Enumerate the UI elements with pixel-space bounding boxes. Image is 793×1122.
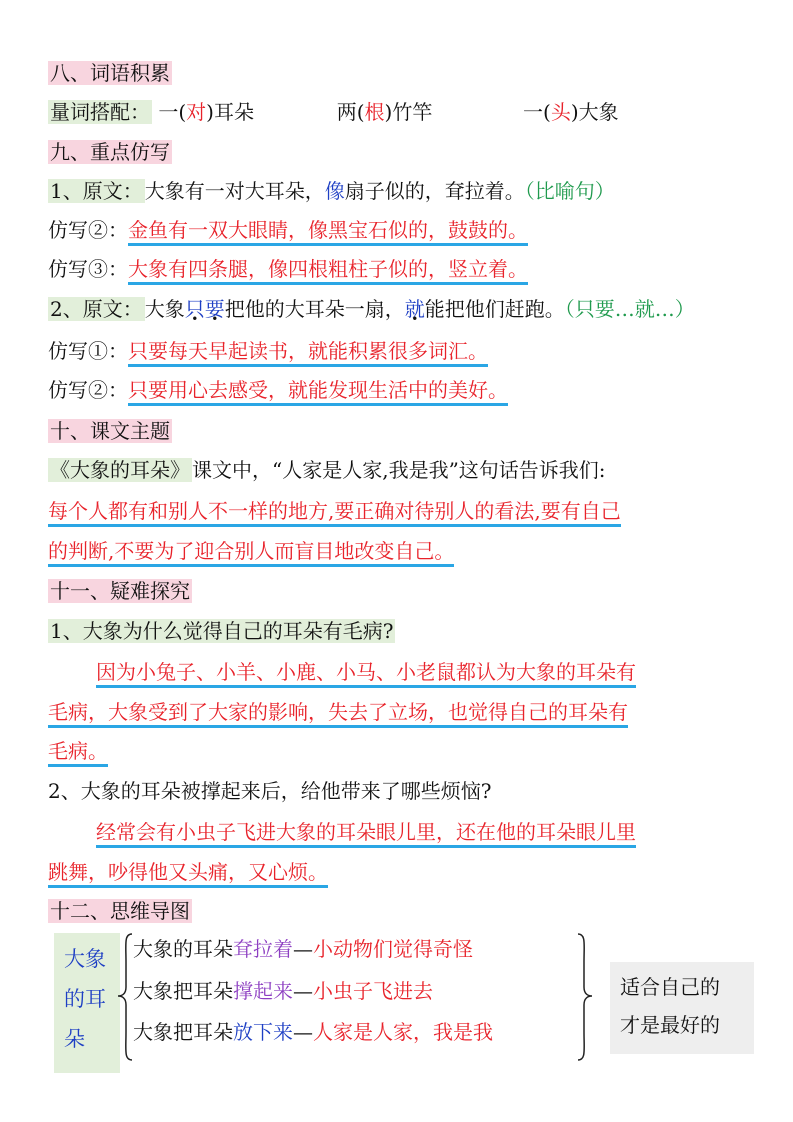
answer-2-line-1: 经常会有小虫子飞进大象的耳朵眼儿里，还在他的耳朵眼儿里 — [48, 817, 636, 847]
measure-label: 量词搭配： — [50, 100, 150, 124]
theme-answer-2: 的判断,不要为了迎合别人而盲目地改变自己。 — [48, 536, 454, 566]
pattern-note: （只要…就…） — [564, 297, 695, 321]
mind-map-center: 大象 的耳 朵 — [54, 933, 120, 1073]
question-1: 1、大象为什么觉得自己的耳朵有毛病? — [50, 619, 394, 643]
section-12-title: 十二、思维导图 — [50, 899, 190, 923]
imitation-4-text: 只要每天早起读书，就能积累很多词汇。 — [128, 339, 488, 367]
answer-2-line-2: 跳舞，吵得他又头痛，又心烦。 — [48, 857, 328, 887]
answer-1-line-3: 毛病。 — [48, 736, 108, 766]
imitation-5-text: 只要用心去感受，就能发现生活中的美好。 — [128, 378, 508, 406]
original-sentence-1: 1、原文： 大象有一对大耳朵，像扇子似的，耷拉着。（比喻句） — [50, 179, 615, 203]
question-2: 2、大象的耳朵被撑起来后，给他带来了哪些烦恼? — [48, 779, 492, 803]
section-11-title: 十一、疑难探究 — [50, 579, 190, 603]
imitation-2: 仿写②：金鱼有一双大眼睛，像黑宝石似的，鼓鼓的。 — [48, 215, 528, 245]
theme-intro: 《大象的耳朵》 课文中，“人家是人家,我是我”这句话告诉我们: — [50, 458, 606, 482]
imitation-4: 仿写①：只要每天早起读书，就能积累很多词汇。 — [48, 336, 488, 366]
imitation-5: 仿写②：只要用心去感受，就能发现生活中的美好。 — [48, 375, 508, 405]
imitation-2-text: 金鱼有一双大眼睛，像黑宝石似的，鼓鼓的。 — [128, 218, 528, 246]
rhetoric-note: （比喻句） — [524, 179, 615, 203]
section-8-title: 八、词语积累 — [50, 61, 170, 85]
mind-map-row-2: 大象把耳朵撑起来—小虫子飞进去 — [133, 979, 433, 1003]
right-brace — [574, 932, 594, 1062]
mind-map-row-1: 大象的耳朵耷拉着—小动物们觉得奇怪 — [133, 937, 473, 961]
measure-item-2: 两(根)竹竿 — [336, 100, 433, 124]
mind-map-row-3: 大象把耳朵放下来—人家是人家，我是我 — [133, 1020, 493, 1044]
measure-item-3: 一(头)大象 — [523, 100, 619, 124]
answer-1-line-2: 毛病，大象受到了大家的影响，失去了立场，也觉得自己的耳朵有 — [48, 697, 628, 727]
measure-word-line — [48, 97, 619, 127]
imitation-3-text: 大象有四条腿，像四根粗柱子似的，竖立着。 — [128, 257, 528, 285]
measure-item-1: 一(对)耳朵 — [158, 100, 254, 124]
answer-1-line-1: 因为小兔子、小羊、小鹿、小马、小老鼠都认为大象的耳朵有 — [48, 657, 636, 687]
section-9-title: 九、重点仿写 — [50, 140, 170, 164]
original-sentence-2: 2、原文： 大象只要把他的大耳朵一扇，就能把他们赶跑。（只要…就…） — [50, 297, 695, 321]
imitation-3: 仿写③：大象有四条腿，像四根粗柱子似的，竖立着。 — [48, 254, 528, 284]
section-10-title: 十、课文主题 — [50, 419, 170, 443]
theme-answer-1: 每个人都有和别人不一样的地方,要正确对待别人的看法,要有自己 — [48, 496, 621, 526]
mind-map-conclusion: 适合自己的 才是最好的 — [610, 962, 754, 1054]
